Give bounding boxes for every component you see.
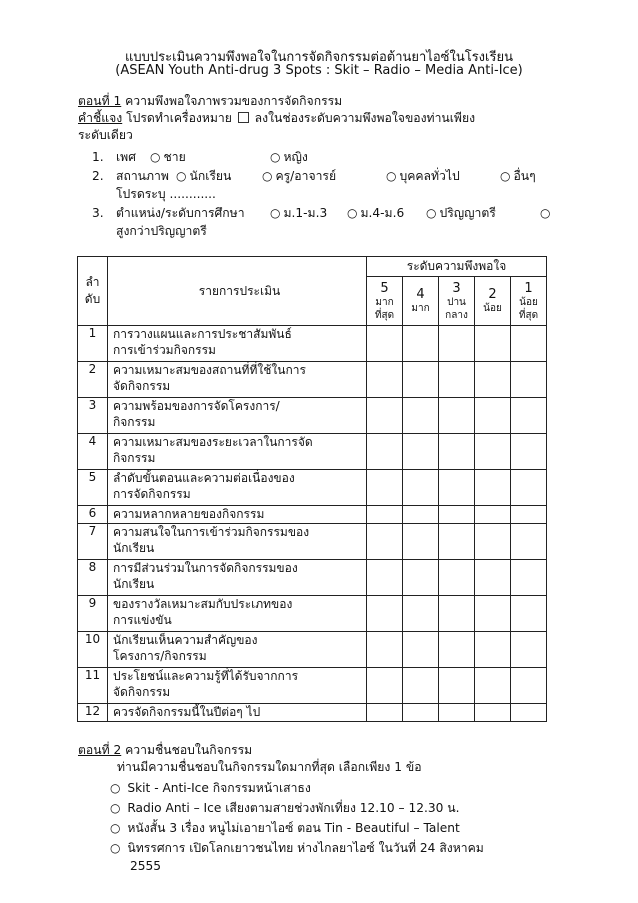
part2-option-4[interactable]: ○ นิทรรศการ เปิดโลกเยาวชนไทย ห่างไกลยาไอซ์ ในวันที่ 24 สิงหาคม: [110, 841, 484, 855]
radio-circle-icon[interactable]: ○: [150, 150, 161, 164]
q2-label: สถานภาพ: [116, 169, 169, 183]
rating-cell-1[interactable]: [511, 704, 547, 722]
rating-cell-5[interactable]: [367, 596, 403, 632]
table-row: [78, 524, 547, 560]
radio-circle-icon[interactable]: ○: [426, 206, 437, 220]
rating-cell-5[interactable]: [367, 398, 403, 434]
instruction-label: คำชี้แจง: [78, 111, 123, 125]
rating-cell-1[interactable]: [511, 596, 547, 632]
part2-label: ตอนที่ 2: [78, 743, 122, 757]
rating-cell-1[interactable]: [511, 434, 547, 470]
q2-specify[interactable]: โปรดระบุ ............: [116, 187, 216, 201]
rating-cell-1[interactable]: [511, 362, 547, 398]
rating-cell-3[interactable]: [439, 326, 475, 362]
radio-circle-icon[interactable]: ○: [110, 841, 121, 855]
form-subtitle: (ASEAN Youth Anti-drug 3 Spots : Skit – Radio – Media Anti-Ice): [115, 63, 523, 78]
rating-cell-5[interactable]: [367, 506, 403, 524]
rating-cell-2[interactable]: [475, 632, 511, 668]
rating-cell-3[interactable]: [439, 596, 475, 632]
row-item: ความหลากหลายของกิจกรรม: [108, 506, 367, 524]
row-item: ความเหมาะสมของสถานที่ที่ใช้ในการ จัดกิจกรรม: [108, 362, 367, 398]
q1-label: เพศ: [116, 150, 136, 164]
radio-circle-icon[interactable]: ○: [270, 150, 281, 164]
rating-cell-3[interactable]: [439, 434, 475, 470]
header-level-2: 2 น้อย: [475, 277, 511, 326]
table-row: [78, 398, 547, 434]
rating-cell-2[interactable]: [475, 398, 511, 434]
rating-cell-1[interactable]: [511, 560, 547, 596]
table-row: [78, 470, 547, 506]
table-row: [78, 362, 547, 398]
table-row: [78, 596, 547, 632]
rating-cell-4[interactable]: [403, 434, 439, 470]
row-number: 5: [78, 470, 108, 506]
q3-option-higher[interactable]: [540, 206, 553, 221]
row-number: 1: [78, 326, 108, 362]
q2-option-other[interactable]: ○ อื่นๆ: [500, 169, 536, 183]
q1-option-male[interactable]: ○ ชาย: [150, 150, 186, 164]
rating-cell-1[interactable]: [511, 398, 547, 434]
radio-circle-icon[interactable]: ○: [270, 206, 281, 220]
rating-cell-3[interactable]: [439, 704, 475, 722]
row-item: ความเหมาะสมของระยะเวลาในการจัด กิจกรรม: [108, 434, 367, 470]
part2-title: ความชื่นชอบในกิจกรรม: [121, 743, 253, 757]
header-level-4: 4 มาก: [403, 277, 439, 326]
rating-cell-5[interactable]: [367, 434, 403, 470]
rating-cell-1[interactable]: [511, 470, 547, 506]
row-item: ของรางวัลเหมาะสมกับประเภทของ การแข่งขัน: [108, 596, 367, 632]
part1-title: ความพึงพอใจภาพรวมของการจัดกิจกรรม: [121, 94, 343, 108]
table-row: [78, 560, 547, 596]
row-item: ความพร้อมของการจัดโครงการ/ กิจกรรม: [108, 398, 367, 434]
table-row: [78, 434, 547, 470]
part2-instruction: ท่านมีความชื่นชอบในกิจกรรมใดมากที่สุด เลือกเพียง 1 ข้อ: [117, 760, 422, 774]
header-level-3: 3 ปาน กลาง: [439, 277, 475, 326]
q2-num: 2.: [92, 169, 104, 183]
q2-option-public[interactable]: ○ บุคคลทั่วไป: [386, 169, 460, 183]
rating-cell-2[interactable]: [475, 470, 511, 506]
rating-cell-4[interactable]: [403, 560, 439, 596]
radio-circle-icon[interactable]: ○: [262, 169, 273, 183]
rating-cell-4[interactable]: [403, 362, 439, 398]
q3-option-higher-label: สูงกว่าปริญญาตรี: [116, 224, 207, 238]
radio-circle-icon[interactable]: ○: [110, 821, 121, 835]
rating-cell-3[interactable]: [439, 524, 475, 560]
row-item: การวางแผนและการประชาสัมพันธ์ การเข้าร่วมกิจกรรม: [108, 326, 367, 362]
radio-circle-icon[interactable]: ○: [110, 801, 121, 815]
rating-cell-4[interactable]: [403, 704, 439, 722]
evaluation-table: [77, 256, 547, 722]
rating-cell-3[interactable]: [439, 362, 475, 398]
rating-cell-2[interactable]: [475, 326, 511, 362]
rating-cell-3[interactable]: [439, 506, 475, 524]
rating-cell-4[interactable]: [403, 398, 439, 434]
part2-option-2[interactable]: ○ Radio Anti – Ice เสียงตามสายช่วงพักเที่ยง 12.10 – 12.30 น.: [110, 801, 460, 815]
instruction-text: โปรดทำเครื่องหมาย: [122, 111, 232, 125]
row-item: นักเรียนเห็นความสำคัญของ โครงการ/กิจกรรม: [108, 632, 367, 668]
part2-heading: [78, 743, 252, 758]
radio-circle-icon[interactable]: ○: [500, 169, 511, 183]
q1-num: 1.: [92, 150, 104, 164]
row-item: ประโยชน์และความรู้ที่ได้รับจากการ จัดกิจกรรม: [108, 668, 367, 704]
rating-cell-2[interactable]: [475, 362, 511, 398]
header-item: รายการประเมิน: [108, 257, 367, 326]
row-item: ความสนใจในการเข้าร่วมกิจกรรมของ นักเรียน: [108, 524, 367, 560]
rating-cell-4[interactable]: [403, 596, 439, 632]
table-row: [78, 326, 547, 362]
header-no: ลำ ดับ: [78, 257, 108, 326]
rating-cell-4[interactable]: [403, 506, 439, 524]
rating-cell-2[interactable]: [475, 506, 511, 524]
rating-cell-5[interactable]: [367, 704, 403, 722]
table-row: [78, 632, 547, 668]
radio-circle-icon[interactable]: ○: [176, 169, 187, 183]
rating-cell-3[interactable]: [439, 668, 475, 704]
row-number: 9: [78, 596, 108, 632]
row-number: 2: [78, 362, 108, 398]
rating-cell-1[interactable]: [511, 524, 547, 560]
rating-cell-5[interactable]: [367, 470, 403, 506]
rating-cell-4[interactable]: [403, 470, 439, 506]
row-number: 12: [78, 704, 108, 722]
row-number: 11: [78, 668, 108, 704]
row-item: ควรจัดกิจกรรมนี้ในปีต่อๆ ไป: [108, 704, 367, 722]
rating-cell-3[interactable]: [439, 632, 475, 668]
q1-option-female[interactable]: ○ หญิง: [270, 150, 308, 164]
row-number: 6: [78, 506, 108, 524]
rating-cell-1[interactable]: [511, 668, 547, 704]
rating-cell-5[interactable]: [367, 632, 403, 668]
header-level-5: 5 มาก ที่สุด: [367, 277, 403, 326]
rating-cell-4[interactable]: [403, 668, 439, 704]
rating-cell-2[interactable]: [475, 668, 511, 704]
q3-option-m4-m6[interactable]: ○ ม.4-ม.6: [347, 206, 405, 220]
header-level-1: 1 น้อย ที่สุด: [511, 277, 547, 326]
part1-label: ตอนที่ 1: [78, 94, 122, 108]
instruction-cont: ระดับเดียว: [78, 128, 133, 142]
table-row: [78, 506, 547, 524]
rating-cell-2[interactable]: [475, 434, 511, 470]
row-number: 10: [78, 632, 108, 668]
rating-cell-5[interactable]: [367, 560, 403, 596]
row-number: 7: [78, 524, 108, 560]
rating-cell-4[interactable]: [403, 326, 439, 362]
part2-option-3[interactable]: ○ หนังสั้น 3 เรื่อง หนูไม่เอายาไอซ์ ตอน Tin - Beautiful – Talent: [110, 821, 460, 835]
rating-cell-4[interactable]: [403, 632, 439, 668]
check-box-icon: [238, 112, 249, 123]
rating-cell-5[interactable]: [367, 668, 403, 704]
form-title: แบบประเมินความพึงพอใจในการจัดกิจกรรมต่อต้านยาไอซ์ในโรงเรียน: [125, 50, 513, 65]
rating-cell-2[interactable]: [475, 560, 511, 596]
rating-cell-3[interactable]: [439, 398, 475, 434]
row-item: การมีส่วนร่วมในการจัดกิจกรรมของ นักเรียน: [108, 560, 367, 596]
row-number: 3: [78, 398, 108, 434]
radio-circle-icon[interactable]: ○: [347, 206, 358, 220]
rating-cell-5[interactable]: [367, 362, 403, 398]
part2-option-1[interactable]: ○ Skit - Anti-Ice กิจกรรมหน้าเสาธง: [110, 781, 311, 795]
rating-cell-1[interactable]: [511, 506, 547, 524]
row-number: 8: [78, 560, 108, 596]
rating-cell-1[interactable]: [511, 632, 547, 668]
row-item: ลำดับขั้นตอนและความต่อเนื่องของ การจัดกิจกรรม: [108, 470, 367, 506]
header-level: ระดับความพึงพอใจ: [367, 257, 547, 277]
instruction-text-2: ลงในช่องระดับความพึงพอใจของท่านเพียง: [254, 111, 476, 125]
q3-option-m1-m3[interactable]: ○ ม.1-ม.3: [270, 206, 328, 220]
rating-cell-2[interactable]: [475, 524, 511, 560]
table-row: [78, 668, 547, 704]
radio-circle-icon[interactable]: ○: [110, 781, 121, 795]
rating-cell-3[interactable]: [439, 470, 475, 506]
q3-num: 3.: [92, 206, 104, 220]
row-number: 4: [78, 434, 108, 470]
rating-cell-4[interactable]: [403, 524, 439, 560]
rating-cell-2[interactable]: [475, 704, 511, 722]
q3-option-bachelor[interactable]: ○ ปริญญาตรี: [426, 206, 496, 220]
q2-option-teacher[interactable]: ○ ครู/อาจารย์: [262, 169, 337, 183]
radio-circle-icon[interactable]: ○: [540, 206, 551, 220]
instruction: [78, 111, 475, 126]
q3-label: ตำแหน่ง/ระดับการศึกษา: [116, 206, 245, 220]
part1-heading: [78, 94, 342, 109]
rating-cell-1[interactable]: [511, 326, 547, 362]
q2-option-student[interactable]: ○ นักเรียน: [176, 169, 232, 183]
rating-cell-2[interactable]: [475, 596, 511, 632]
radio-circle-icon[interactable]: ○: [386, 169, 397, 183]
table-row: [78, 704, 547, 722]
part2-option-4-cont: 2555: [130, 859, 162, 873]
rating-cell-5[interactable]: [367, 524, 403, 560]
rating-cell-3[interactable]: [439, 560, 475, 596]
rating-cell-5[interactable]: [367, 326, 403, 362]
